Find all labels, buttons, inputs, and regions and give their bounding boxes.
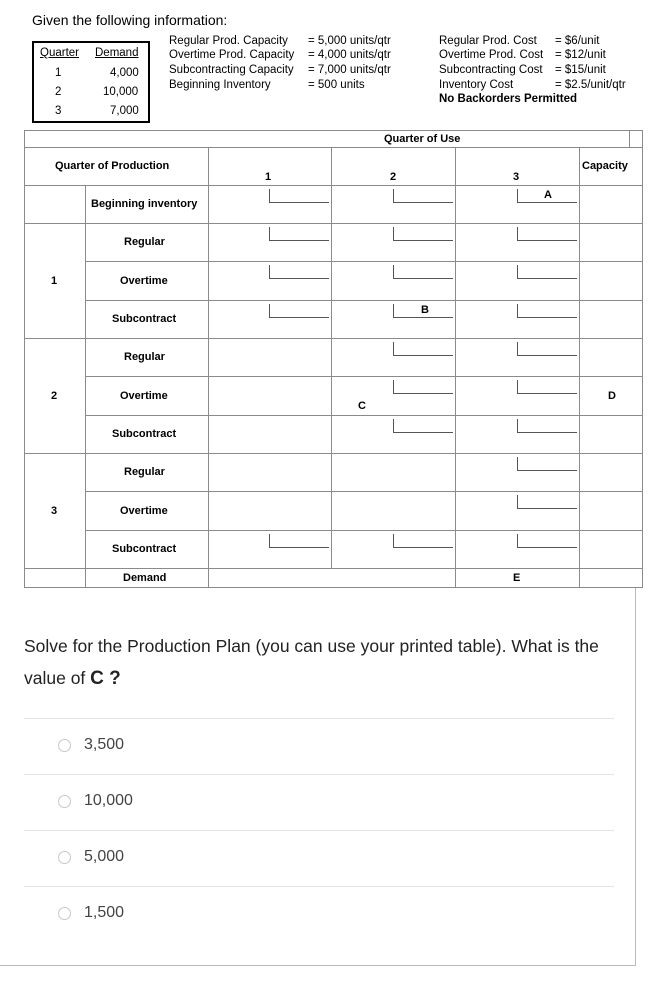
cost-cell xyxy=(393,227,453,241)
capacity-label: Beginning Inventory xyxy=(169,79,271,91)
answer-option[interactable] xyxy=(24,718,614,774)
row-overtime-3: Overtime xyxy=(120,505,168,517)
demand-value: 7,000 xyxy=(110,105,139,117)
question-emphasis: C ? xyxy=(90,668,121,689)
radio-button[interactable] xyxy=(58,795,71,808)
cost-label: Inventory Cost xyxy=(439,79,514,91)
capacity-label: Regular Prod. Capacity xyxy=(169,35,288,47)
marker-d: D xyxy=(608,390,616,402)
marker-e: E xyxy=(513,572,521,584)
row-subcontract-1: Subcontract xyxy=(112,313,177,325)
row-overtime-2: Overtime xyxy=(120,390,168,402)
radio-button[interactable] xyxy=(58,907,71,920)
demand-quarter: 2 xyxy=(55,86,62,98)
cost-value: = $12/unit xyxy=(555,49,606,61)
cost-cell xyxy=(517,342,577,356)
cost-cell xyxy=(393,265,453,279)
radio-button[interactable] xyxy=(58,851,71,864)
answer-option[interactable] xyxy=(24,830,614,886)
cost-cell xyxy=(517,495,577,509)
row-regular-1: Regular xyxy=(124,236,165,248)
answer-option-label: 3,500 xyxy=(84,736,125,753)
question-text xyxy=(24,630,624,695)
production-quarter-1: 1 xyxy=(51,275,58,287)
cost-cell xyxy=(393,380,453,394)
demand-value: 4,000 xyxy=(110,67,139,79)
cost-cell xyxy=(269,265,329,279)
row-regular-3: Regular xyxy=(124,466,165,478)
demand-header-demand: Demand xyxy=(95,47,139,59)
cost-cell xyxy=(393,419,453,433)
answer-option-label: 10,000 xyxy=(84,792,133,809)
capacity-value: = 500 units xyxy=(308,79,365,91)
cost-label: Subcontracting Cost xyxy=(439,64,543,76)
capacity-value: = 7,000 units/qtr xyxy=(308,64,391,76)
beginning-inventory-label: Beginning inventory xyxy=(91,198,198,210)
cost-cell xyxy=(517,419,577,433)
cost-cell xyxy=(517,380,577,394)
cost-cell xyxy=(393,342,453,356)
given-heading: Given the following information: xyxy=(32,12,228,28)
cost-label: Overtime Prod. Cost xyxy=(439,49,544,61)
cost-cell xyxy=(517,265,577,279)
cost-cell xyxy=(393,304,453,318)
radio-button[interactable] xyxy=(58,739,71,752)
cost-cell xyxy=(517,534,577,548)
cost-label: Regular Prod. Cost xyxy=(439,35,537,47)
no-backorders-note: No Backorders Permitted xyxy=(439,93,578,105)
row-subcontract-2: Subcontract xyxy=(112,428,177,440)
row-overtime-1: Overtime xyxy=(120,275,168,287)
row-regular-2: Regular xyxy=(124,351,165,363)
cost-cell xyxy=(517,304,577,318)
cost-cell xyxy=(517,189,577,203)
capacity-label: Subcontracting Capacity xyxy=(169,64,294,76)
cost-cell xyxy=(393,534,453,548)
demand-header-quarter: Quarter xyxy=(40,47,79,59)
quarter-of-use-label: Quarter of Use xyxy=(384,133,461,145)
quarter-of-production-label: Quarter of Production xyxy=(55,160,170,172)
answer-option[interactable] xyxy=(24,886,614,942)
use-column-2: 2 xyxy=(390,171,397,183)
demand-value: 10,000 xyxy=(103,86,139,98)
marker-b: B xyxy=(421,304,429,316)
answer-option[interactable] xyxy=(24,774,614,830)
use-column-3: 3 xyxy=(513,171,520,183)
cost-cell xyxy=(269,304,329,318)
capacity-value: = 4,000 units/qtr xyxy=(308,49,391,61)
cost-cell xyxy=(393,189,453,203)
marker-c: C xyxy=(358,400,366,412)
capacity-label: Capacity xyxy=(582,160,628,172)
demand-row-label: Demand xyxy=(123,572,167,584)
use-column-1: 1 xyxy=(265,171,272,183)
capacity-value: = 5,000 units/qtr xyxy=(308,35,391,47)
demand-quarter: 3 xyxy=(55,105,62,117)
cost-cell xyxy=(269,189,329,203)
demand-quarter: 1 xyxy=(55,67,62,79)
cost-cell xyxy=(517,227,577,241)
cost-value: = $15/unit xyxy=(555,64,606,76)
marker-a: A xyxy=(544,189,552,201)
answer-option-label: 5,000 xyxy=(84,848,125,865)
production-quarter-3: 3 xyxy=(51,505,58,517)
cost-cell xyxy=(517,457,577,471)
cost-value: = $2.5/unit/qtr xyxy=(555,79,626,91)
cost-cell xyxy=(269,227,329,241)
production-quarter-2: 2 xyxy=(51,390,58,402)
cost-cell xyxy=(269,534,329,548)
question-body: Solve for the Production Plan (you can use your printed table). What is the value of xyxy=(24,636,599,688)
cost-value: = $6/unit xyxy=(555,35,600,47)
answer-option-label: 1,500 xyxy=(84,904,125,921)
row-subcontract-3: Subcontract xyxy=(112,543,177,555)
capacity-label: Overtime Prod. Capacity xyxy=(169,49,295,61)
